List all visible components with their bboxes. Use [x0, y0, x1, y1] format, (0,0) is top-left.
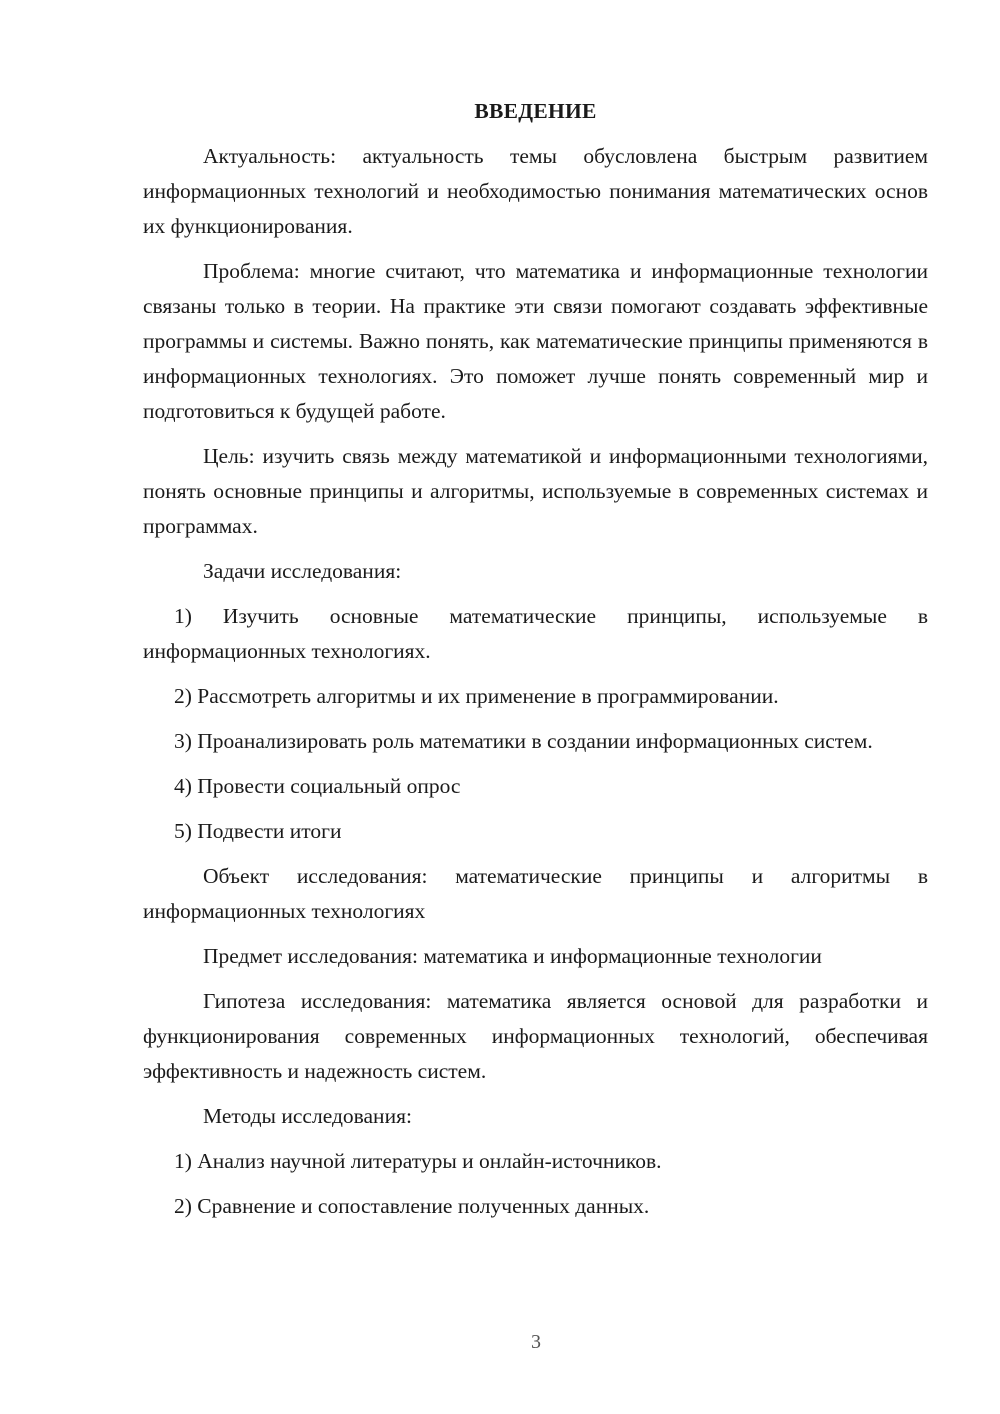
method-item: 1) Анализ научной литературы и онлайн-источников.: [174, 1149, 662, 1173]
subject-paragraph: Предмет исследования: математика и информационные технологии: [203, 944, 822, 968]
task-item: 1) Изучить основные математические принципы, используемые в информационных технологиях.: [143, 604, 928, 663]
problem-paragraph: Проблема: многие считают, что математика и информационные технологии связаны только в теории. На практике эти связи помогают создавать эффективные программы и системы. Важно понять, как математические принципы применяются в информационных технологиях. Это поможет лучше понять современный мир и подготовиться к будущей работе.: [143, 259, 928, 423]
object-paragraph: Объект исследования: математические принципы и алгоритмы в информационных технологиях: [143, 864, 928, 923]
relevance-paragraph: Актуальность: актуальность темы обусловлена быстрым развитием информационных технологий и необходимостью понимания математических основ их функционирования.: [143, 144, 928, 238]
task-item: 4) Провести социальный опрос: [174, 774, 461, 798]
goal-paragraph: Цель: изучить связь между математикой и информационными технологиями, понять основные принципы и алгоритмы, используемые в современных системах и программах.: [143, 444, 928, 538]
hypothesis-paragraph: Гипотеза исследования: математика является основой для разработки и функционирования современных информационных технологий, обеспечивая эффективность и надежность систем.: [143, 989, 928, 1083]
tasks-heading: Задачи исследования:: [203, 559, 402, 583]
task-item: 5) Подвести итоги: [174, 819, 342, 843]
page-number: 3: [531, 1331, 541, 1353]
methods-heading: Методы исследования:: [203, 1104, 412, 1128]
task-item: 2) Рассмотреть алгоритмы и их применение в программировании.: [174, 684, 779, 708]
page-title: ВВЕДЕНИЕ: [474, 99, 597, 123]
document-page: [143, 94, 928, 1234]
task-item: 3) Проанализировать роль математики в создании информационных систем.: [174, 729, 873, 753]
method-item: 2) Сравнение и сопоставление полученных данных.: [174, 1194, 650, 1218]
